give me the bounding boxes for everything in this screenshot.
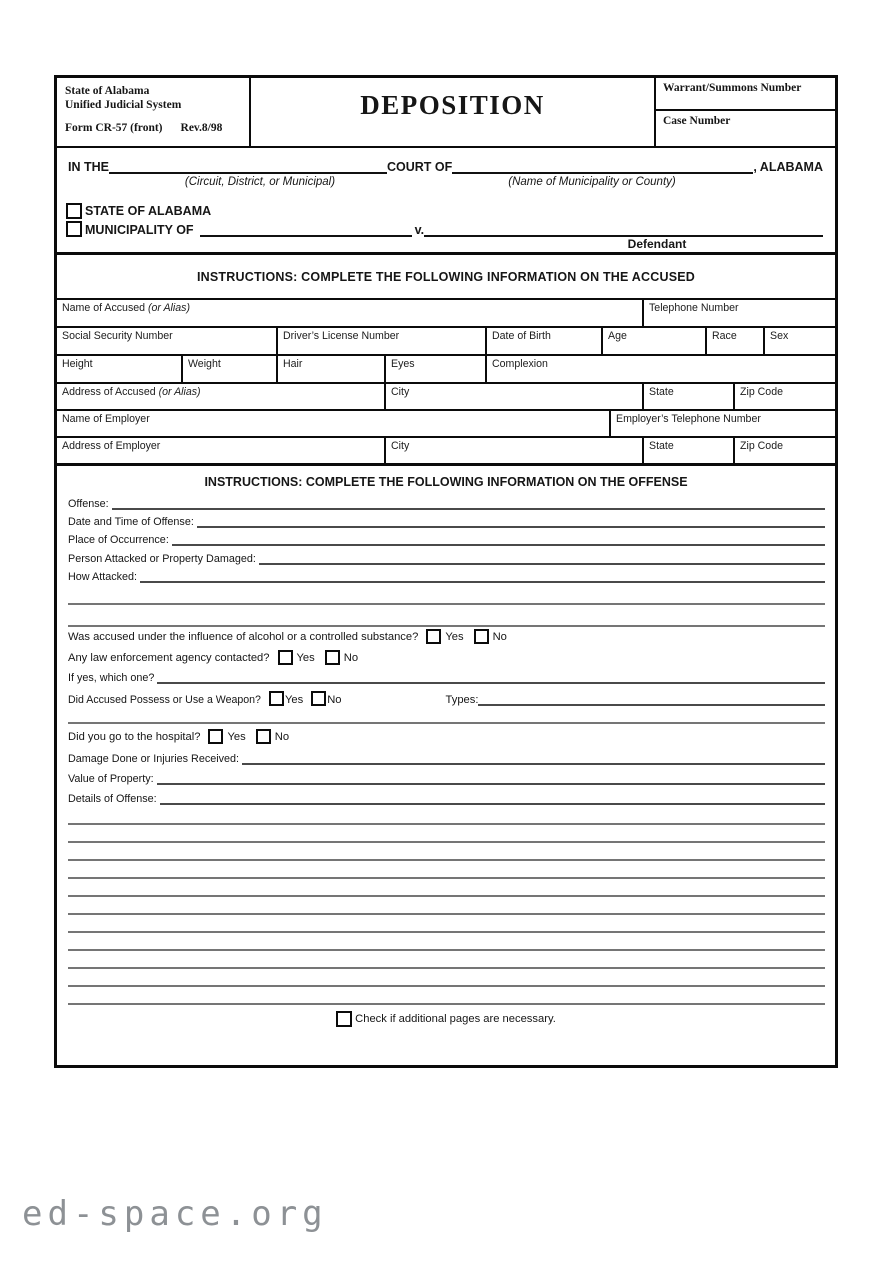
place-occurrence-label: Place of Occurrence: bbox=[68, 534, 169, 546]
form-number: Form CR-57 (front) bbox=[65, 121, 163, 134]
no-label: No bbox=[274, 730, 290, 743]
municipality-label: MUNICIPALITY OF bbox=[85, 223, 194, 237]
municipality-name-input-line[interactable] bbox=[200, 223, 412, 237]
accused-table bbox=[57, 300, 835, 466]
address-of-accused-field[interactable]: Address of Accused (or Alias) bbox=[57, 384, 386, 409]
blank-line[interactable] bbox=[68, 985, 825, 987]
ssn-field[interactable]: Social Security Number bbox=[57, 328, 278, 354]
damage-injuries-input-line[interactable] bbox=[242, 753, 825, 765]
date-time-offense-input-line[interactable] bbox=[197, 516, 825, 528]
blank-line[interactable] bbox=[68, 603, 825, 605]
blank-line[interactable] bbox=[68, 967, 825, 969]
hospital-yes-checkbox[interactable] bbox=[208, 729, 223, 744]
types-label: Types: bbox=[445, 694, 479, 706]
table-row bbox=[57, 356, 835, 384]
blank-line[interactable] bbox=[68, 949, 825, 951]
hospital-no-checkbox[interactable] bbox=[256, 729, 271, 744]
additional-pages-label: Check if additional pages are necessary. bbox=[355, 1013, 556, 1025]
sex-field[interactable]: Sex bbox=[770, 330, 789, 342]
blank-line[interactable] bbox=[68, 895, 825, 897]
form-header bbox=[57, 78, 835, 148]
hospital-question: Did you go to the hospital? bbox=[68, 730, 201, 743]
form-title: DEPOSITION bbox=[360, 90, 545, 120]
agency-question: Any law enforcement agency contacted? bbox=[68, 651, 270, 664]
defendant-name-input-line[interactable] bbox=[424, 223, 823, 237]
weapon-types-input-line[interactable] bbox=[478, 694, 825, 706]
weapon-no-checkbox[interactable] bbox=[311, 691, 326, 706]
weight-field[interactable]: Weight bbox=[183, 356, 278, 382]
details-offense-label: Details of Offense: bbox=[68, 793, 157, 805]
watermark-text: ed-space.org bbox=[22, 1194, 328, 1234]
court-of-label: COURT OF bbox=[386, 160, 453, 174]
form-revision: Rev.8/98 bbox=[180, 121, 223, 134]
influence-question: Was accused under the influence of alcohol or a controlled substance? bbox=[68, 630, 419, 643]
age-field[interactable]: Age bbox=[603, 328, 707, 354]
number-block bbox=[654, 78, 835, 146]
how-attacked-label: How Attacked: bbox=[68, 571, 138, 583]
city-field[interactable]: City bbox=[386, 438, 644, 463]
offense-input-line[interactable] bbox=[112, 498, 825, 510]
influence-no-checkbox[interactable] bbox=[474, 629, 489, 644]
yes-label: Yes bbox=[445, 630, 464, 643]
municipality-hint: (Name of Municipality or County) bbox=[508, 176, 676, 188]
influence-yes-checkbox[interactable] bbox=[426, 629, 441, 644]
employer-address-field[interactable]: Address of Employer bbox=[57, 438, 386, 463]
agency-yes-checkbox[interactable] bbox=[278, 650, 293, 665]
city-field[interactable]: City bbox=[386, 384, 644, 409]
date-of-birth-field[interactable]: Date of Birth bbox=[487, 328, 603, 354]
weapon-question: Did Accused Possess or Use a Weapon? bbox=[68, 694, 261, 706]
damage-injuries-label: Damage Done or Injuries Received: bbox=[68, 753, 240, 765]
agency-line2: Unified Judicial System bbox=[65, 99, 182, 112]
additional-pages-row bbox=[57, 1011, 835, 1027]
table-row bbox=[57, 300, 835, 328]
state-field[interactable]: State bbox=[644, 438, 735, 463]
drivers-license-field[interactable]: Driver’s License Number bbox=[278, 328, 487, 354]
circuit-hint: (Circuit, District, or Municipal) bbox=[184, 176, 336, 188]
value-property-label: Value of Property: bbox=[68, 773, 154, 785]
table-row bbox=[57, 411, 835, 438]
no-label: No bbox=[343, 651, 359, 664]
date-time-offense-label: Date and Time of Offense: bbox=[68, 516, 194, 528]
additional-pages-checkbox[interactable] bbox=[336, 1011, 352, 1027]
eyes-field[interactable]: Eyes bbox=[386, 356, 487, 382]
state-of-alabama-checkbox[interactable] bbox=[66, 203, 82, 219]
state-of-alabama-label: STATE OF ALABAMA bbox=[85, 203, 212, 218]
telephone-number-field[interactable]: Telephone Number bbox=[649, 302, 739, 314]
how-attacked-input-line[interactable] bbox=[140, 571, 825, 583]
court-section bbox=[57, 148, 835, 255]
municipality-checkbox[interactable] bbox=[66, 221, 82, 237]
race-field[interactable]: Race bbox=[707, 328, 765, 354]
complexion-field[interactable]: Complexion bbox=[492, 358, 548, 370]
alabama-label: , ALABAMA bbox=[753, 160, 823, 174]
place-occurrence-input-line[interactable] bbox=[172, 534, 825, 546]
agency-no-checkbox[interactable] bbox=[325, 650, 340, 665]
case-number-field[interactable]: Case Number bbox=[663, 115, 731, 127]
weapon-yes-checkbox[interactable] bbox=[269, 691, 284, 706]
blank-line[interactable] bbox=[68, 841, 825, 843]
person-attacked-label: Person Attacked or Property Damaged: bbox=[68, 553, 256, 565]
blank-line[interactable] bbox=[68, 1003, 825, 1005]
no-label: No bbox=[492, 630, 507, 643]
warrant-summons-number-field[interactable]: Warrant/Summons Number bbox=[656, 78, 835, 111]
court-name-input-line[interactable] bbox=[109, 160, 387, 174]
zip-code-field[interactable]: Zip Code bbox=[740, 440, 783, 452]
person-attacked-input-line[interactable] bbox=[259, 553, 825, 565]
hair-field[interactable]: Hair bbox=[278, 356, 386, 382]
offense-section bbox=[57, 466, 835, 1053]
which-agency-input-line[interactable] bbox=[157, 672, 825, 684]
agency-block bbox=[57, 78, 251, 146]
blank-line[interactable] bbox=[68, 722, 825, 724]
table-row bbox=[57, 384, 835, 411]
blank-line[interactable] bbox=[68, 859, 825, 861]
table-row bbox=[57, 438, 835, 466]
blank-line[interactable] bbox=[68, 625, 825, 627]
if-yes-which-label: If yes, which one? bbox=[68, 672, 155, 684]
blank-line[interactable] bbox=[68, 931, 825, 933]
deposition-form bbox=[54, 75, 838, 1068]
zip-code-field[interactable]: Zip Code bbox=[740, 386, 783, 398]
yes-label: Yes bbox=[296, 651, 315, 664]
agency-line1: State of Alabama bbox=[65, 85, 150, 97]
blank-line[interactable] bbox=[68, 823, 825, 825]
state-field[interactable]: State bbox=[644, 384, 735, 409]
name-of-accused-field[interactable]: Name of Accused (or Alias) bbox=[57, 300, 644, 326]
yes-label: Yes bbox=[284, 694, 304, 706]
height-field[interactable]: Height bbox=[57, 356, 183, 382]
in-the-label: IN THE bbox=[68, 160, 109, 174]
no-label: No bbox=[327, 694, 342, 706]
title-block bbox=[251, 78, 654, 146]
accused-section-title: INSTRUCTIONS: COMPLETE THE FOLLOWING INFORMATION ON THE ACCUSED bbox=[57, 255, 835, 300]
blank-line[interactable] bbox=[68, 913, 825, 915]
yes-label: Yes bbox=[227, 730, 246, 743]
defendant-caption: Defendant bbox=[627, 237, 687, 251]
offense-section-title: INSTRUCTIONS: COMPLETE THE FOLLOWING INFORMATION ON THE OFFENSE bbox=[204, 475, 688, 489]
details-offense-input-line[interactable] bbox=[160, 793, 825, 805]
value-property-input-line[interactable] bbox=[157, 773, 825, 785]
blank-line[interactable] bbox=[68, 877, 825, 879]
municipality-county-input-line[interactable] bbox=[452, 160, 753, 174]
versus-label: v. bbox=[414, 223, 425, 237]
employer-name-field[interactable]: Name of Employer bbox=[57, 411, 611, 436]
table-row bbox=[57, 328, 835, 356]
offense-label: Offense: bbox=[68, 498, 109, 510]
employer-telephone-field[interactable]: Employer’s Telephone Number bbox=[616, 413, 761, 425]
